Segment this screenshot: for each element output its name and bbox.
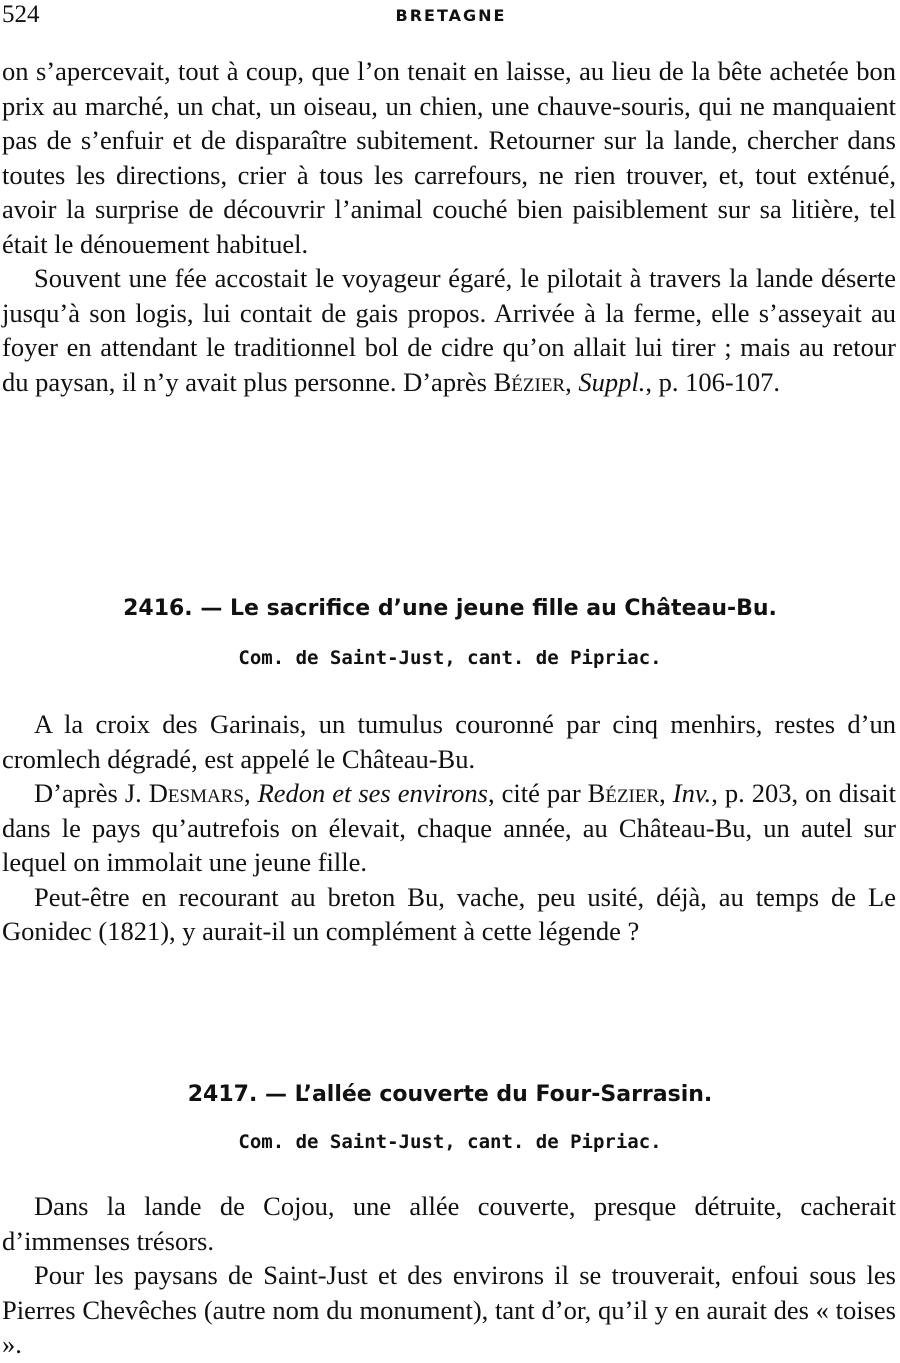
separator: ,: [659, 778, 673, 808]
section-2416-paragraph-2: [2, 776, 896, 880]
section-2417-title: 2417. — L’allée couverte du Four-Sarrasin.: [187, 1082, 713, 1107]
para-mid: , cité par: [488, 778, 581, 808]
page-header: [2, 2, 900, 28]
work-title-redon: Redon et ses environs: [257, 778, 488, 808]
section-2416-text: [2, 707, 896, 949]
work-title-inv: Inv.: [672, 778, 712, 808]
section-2416-subtitle: Com. de Saint-Just, cant. de Pipriac.: [238, 647, 662, 669]
running-title: BRETAGNE: [395, 6, 507, 25]
author-desmars: Desmars: [148, 778, 244, 808]
section-2417-paragraph-2: Pour les paysans de Saint-Just et des environs il se trouverait, enfoui sous les Pierres Chevêches (autre nom du monument), tant d’or, qu’il y en aurait des « toises ».: [2, 1260, 896, 1359]
section-2416-title: 2416. — Le sacrifice d’une jeune fille au Château-Bu.: [123, 596, 777, 621]
separator: ,: [243, 778, 258, 808]
section-2417-subtitle: Com. de Saint-Just, cant. de Pipriac.: [238, 1131, 662, 1153]
section-2416-paragraph-1: A la croix des Garinais, un tumulus couronné par cinq menhirs, restes d’un cromlech dégradé, est appelé le Château-Bu.: [2, 709, 896, 774]
section-2416-paragraph-3: Peut-être en recourant au breton Bu, vache, peu usité, déjà, au temps de Le Gonidec (1821), y aurait-il un complément à cette légende ?: [2, 881, 896, 946]
author-bezier: Bézier: [587, 778, 660, 808]
intro-paragraph-2-text: Souvent une fée accostait le voyageur égaré, le pilotait à travers la lande déserte jusqu’à son logis, lui contait de gais propos. Arrivée à la ferme, elle s’asseyait au foyer en attendant le traditionnel bol de cidre qu’on allait lui tirer ; mais au retour du paysan, il n’y avait plus personne. D’après: [2, 263, 896, 397]
section-2417-paragraph-1: Dans la lande de Cojou, une allée couverte, presque détruite, cacherait d’immenses trésors.: [2, 1191, 896, 1256]
page-number: 524: [2, 1, 40, 28]
para-start: D’après J.: [34, 778, 142, 808]
intro-text: [2, 54, 896, 399]
page-reference: , p. 106-107.: [645, 366, 781, 397]
intro-paragraph-2: [2, 261, 896, 399]
para-end: , p. 203, on disait dans le pays qu’autrefois on élevait, chaque année, au Château-Bu, un autel sur lequel on immolait une jeune fille.: [2, 778, 896, 877]
work-title-suppl: Suppl.: [578, 366, 646, 397]
intro-paragraph-1: on s’apercevait, tout à coup, que l’on tenait en laisse, au lieu de la bête achetée bon prix au marché, un chat, un oiseau, un chien, une chauve-souris, qui ne manquaient pas de s’enfuir et de disparaître subitement. Retourner sur la lande, chercher dans toutes les directions, crier à tous les carrefours, ne rien trouver, et, tout exténué, avoir la surprise de découvrir l’animal couché bien paisiblement sur sa litière, tel était le dénouement habituel.: [2, 56, 896, 259]
author-bezier: Bézier: [493, 366, 566, 397]
separator: ,: [565, 366, 579, 397]
section-2417-text: [2, 1189, 896, 1362]
